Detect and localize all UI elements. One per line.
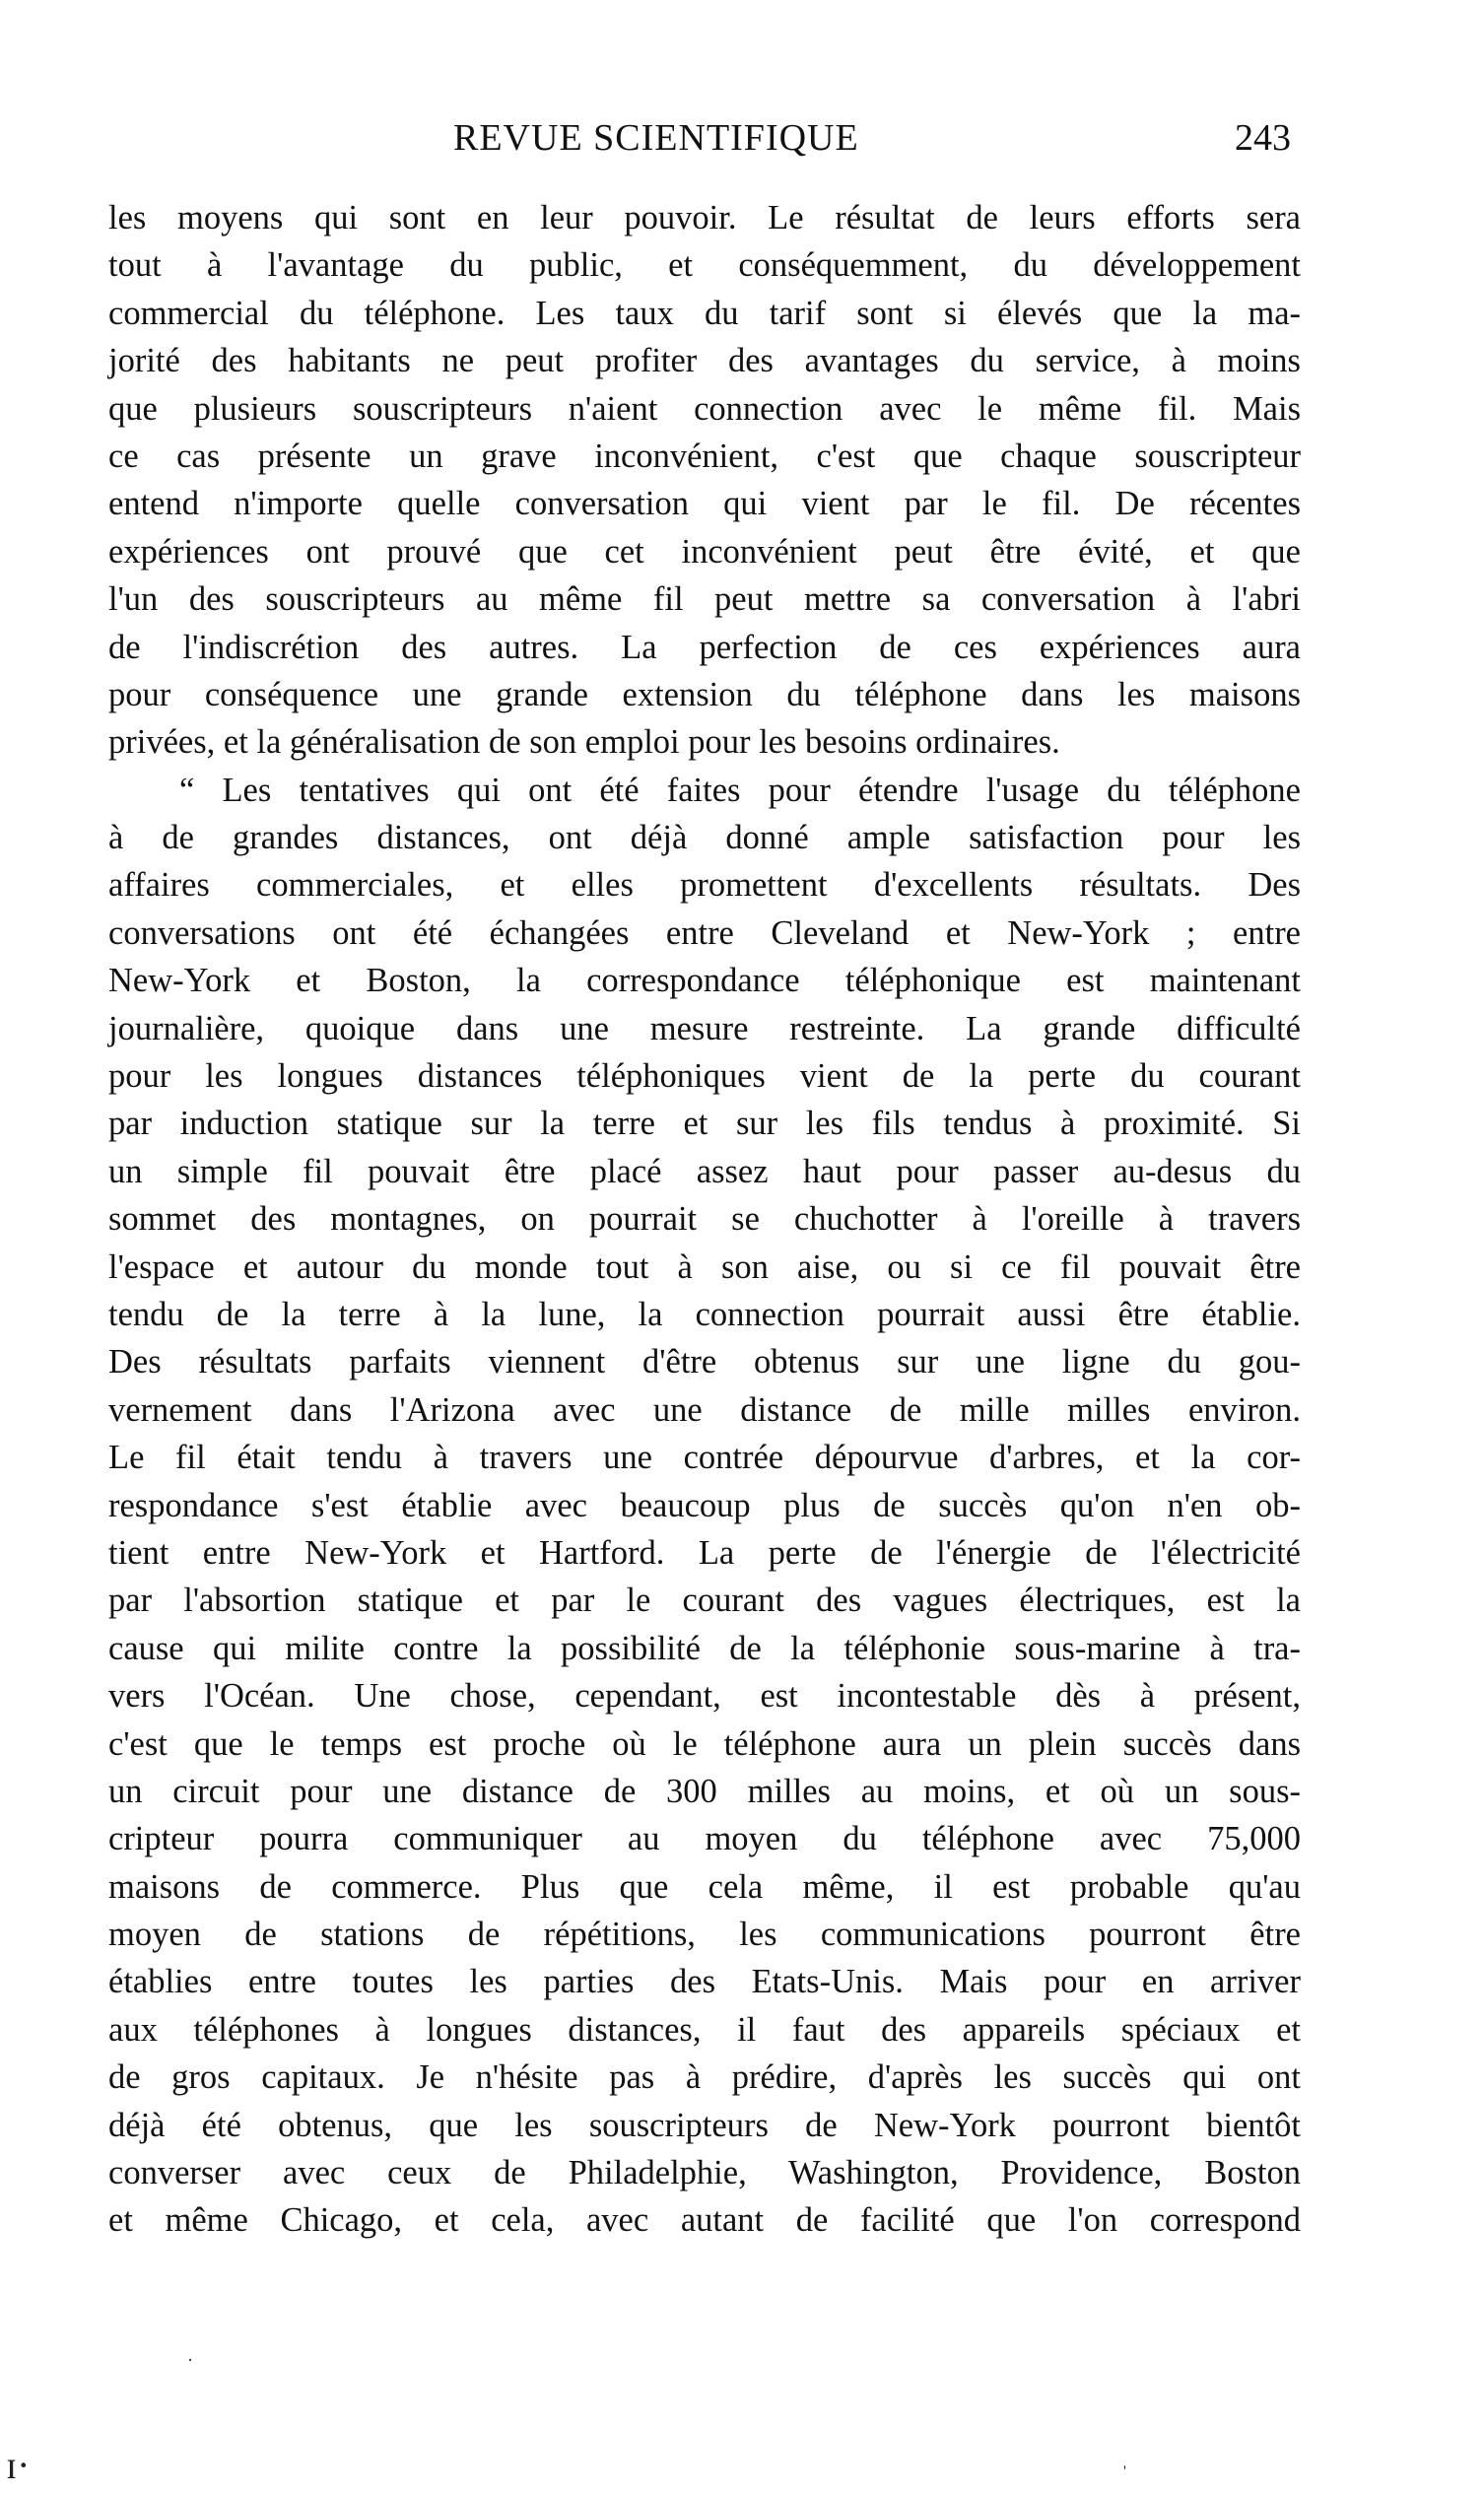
text-line: ce cas présente un grave inconvénient, c'est que chaque souscripteur [108, 437, 1301, 475]
text-line: Des résultats parfaits viennent d'être obtenus sur une ligne du gou- [108, 1343, 1301, 1381]
text-line: déjà été obtenus, que les souscripteurs de New-York pourront bientôt [108, 2106, 1301, 2144]
scan-artifact-mark: ɪ· [6, 2443, 31, 2487]
text-line: un circuit pour une distance de 300 milles au moins, et où un sous- [108, 1772, 1301, 1810]
text-line: à de grandes distances, ont déjà donné ample satisfaction pour les [108, 819, 1301, 857]
text-line: affaires commerciales, et elles promettent d'excellents résultats. Des [108, 866, 1301, 905]
text-line: de gros capitaux. Je n'hésite pas à prédire, d'après les succès qui ont [108, 2058, 1301, 2097]
text-line: conversations ont été échangées entre Cleveland et New-York ; entre [108, 913, 1301, 952]
text-line: un simple fil pouvait être placé assez haut pour passer au-desus du [108, 1152, 1301, 1190]
text-line: cripteur pourra communiquer au moyen du téléphone avec 75,000 [108, 1820, 1301, 1858]
scan-artifact-tick: ' [1123, 2463, 1126, 2480]
text-line: “ Les tentatives qui ont été faites pour étendre l'usage du téléphone [179, 771, 1301, 809]
text-line: vernement dans l'Arizona avec une distance de mille milles environ. [108, 1390, 1301, 1429]
text-line: tient entre New-York et Hartford. La perte de l'énergie de l'électricité [108, 1533, 1301, 1572]
text-line: de l'indiscrétion des autres. La perfection de ces expériences aura [108, 628, 1301, 666]
text-line: moyen de stations de répétitions, les communications pourront être [108, 1916, 1301, 1954]
page-header [108, 116, 1291, 175]
text-line: entend n'importe quelle conversation qui vient par le fil. De récentes [108, 485, 1301, 523]
text-line: les moyens qui sont en leur pouvoir. Le résultat de leurs efforts sera [108, 199, 1301, 236]
text-line: expériences ont prouvé que cet inconvénient peut être évité, et que [108, 532, 1301, 571]
text-line: l'espace et autour du monde tout à son aise, ou si ce fil pouvait être [108, 1247, 1301, 1286]
text-line: maisons de commerce. Plus que cela même, il est probable qu'au [108, 1867, 1301, 1906]
text-line: respondance s'est établie avec beaucoup plus de succès qu'on n'en ob- [108, 1486, 1301, 1524]
text-line: établies entre toutes les parties des Etats-Unis. Mais pour en arriver [108, 1963, 1301, 2001]
text-line: que plusieurs souscripteurs n'aient connection avec le même fil. Mais [108, 389, 1301, 428]
text-line: c'est que le temps est proche où le téléphone aura un plein succès dans [108, 1724, 1301, 1763]
scan-artifact-dot: · [187, 2350, 193, 2370]
text-line: jorité des habitants ne peut profiter des avantages du service, à moins [108, 342, 1301, 380]
body-text [108, 194, 1301, 2245]
text-line: Le fil était tendu à travers une contrée dépourvue d'arbres, et la cor- [108, 1439, 1301, 1477]
text-line: et même Chicago, et cela, avec autant de facilité que l'on correspond [108, 2201, 1301, 2240]
text-line: privées, et la généralisation de son emploi pour les besoins ordinaires. [108, 723, 1060, 762]
text-line: aux téléphones à longues distances, il faut des appareils spéciaux et [108, 2010, 1301, 2049]
page-number: 243 [1235, 117, 1291, 159]
text-line: pour les longues distances téléphoniques vient de la perte du courant [108, 1057, 1301, 1096]
text-line: par l'absortion statique et par le courant des vagues électriques, est la [108, 1582, 1301, 1620]
text-line: pour conséquence une grande extension du téléphone dans les maisons [108, 675, 1301, 713]
running-title: REVUE SCIENTIFIQUE [453, 117, 859, 159]
text-line: commercial du téléphone. Les taux du tarif sont si élevés que la ma- [108, 294, 1301, 332]
text-line: journalière, quoique dans une mesure restreinte. La grande difficulté [108, 1009, 1301, 1047]
text-line: cause qui milite contre la possibilité de la téléphonie sous-marine à tra- [108, 1629, 1301, 1667]
text-line: par induction statique sur la terre et sur les fils tendus à proximité. Si [108, 1105, 1301, 1143]
text-line: vers l'Océan. Une chose, cependant, est incontestable dès à présent, [108, 1677, 1301, 1716]
text-line: sommet des montagnes, on pourrait se chuchotter à l'oreille à travers [108, 1200, 1301, 1239]
text-line: tout à l'avantage du public, et conséquemment, du développement [108, 246, 1301, 285]
text-line: converser avec ceux de Philadelphie, Washington, Providence, Boston [108, 2154, 1301, 2192]
text-line: tendu de la terre à la lune, la connection pourrait aussi être établie. [108, 1295, 1301, 1333]
text-line: l'un des souscripteurs au même fil peut mettre sa conversation à l'abri [108, 580, 1301, 619]
text-line: New-York et Boston, la correspondance téléphonique est maintenant [108, 962, 1301, 1000]
